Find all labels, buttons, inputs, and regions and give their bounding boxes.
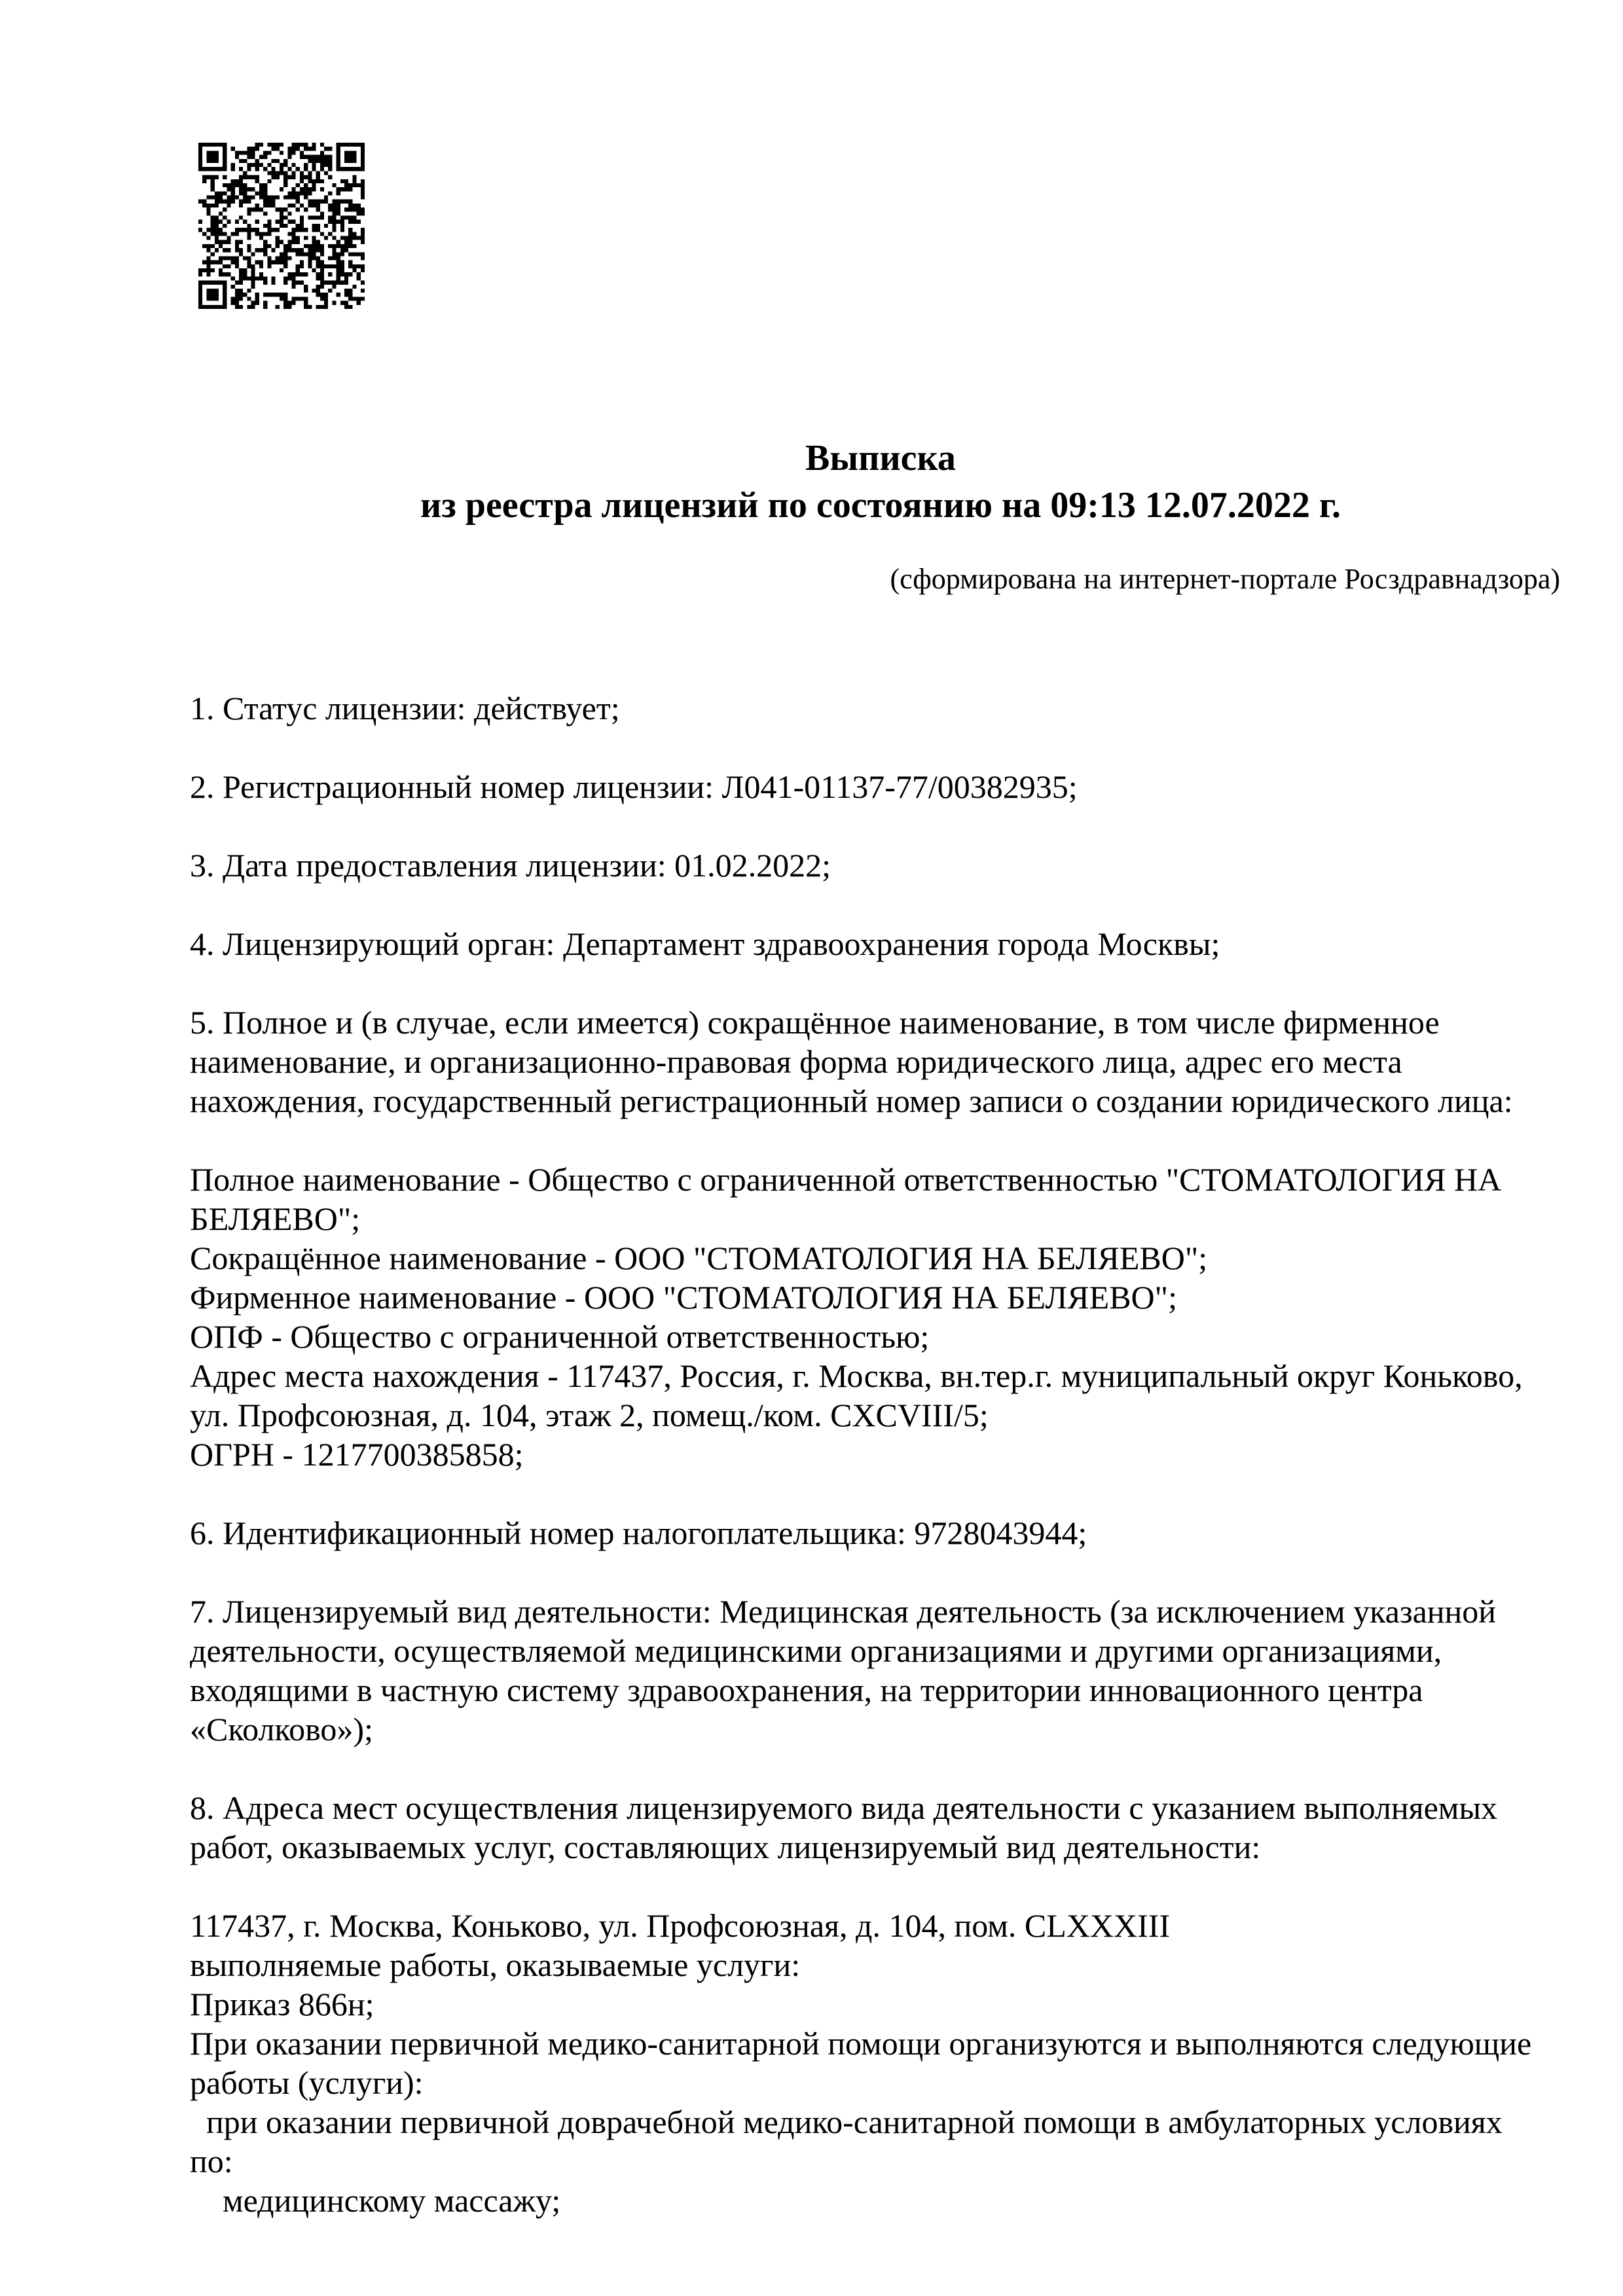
qr-code [198,143,365,309]
title-line-2: из реестра лицензий по состоянию на 09:13 12.07.2022 г. [420,485,1341,526]
document-subtitle: (сформирована на интернет-портале Росздравнадзора) [890,563,1560,595]
text-line: входящими в частную систему здравоохранения, на территории инновационного центра [190,1672,1423,1708]
text-line: работ, оказываемых услуг, составляющих лицензируемый вид деятельности: [190,1829,1261,1865]
paragraph [190,1592,1571,1749]
text-line: Адрес места нахождения - 117437, Россия, г. Москва, вн.тер.г. муниципальный округ Коньково, [190,1357,1523,1394]
text-line: при оказании первичной доврачебной медико-санитарной помощи в амбулаторных условиях [190,2104,1503,2140]
paragraph [190,846,1571,885]
text-line: по: [190,2143,233,2179]
paragraph [190,1513,1571,1552]
text-line: медицинскому массажу; [190,2182,561,2219]
paragraph [190,1906,1571,2220]
text-line: нахождения, государственный регистрационный номер записи о создании юридического лица: [190,1083,1513,1119]
text-line: «Сколково»); [190,1711,373,1748]
text-line: деятельности, осуществляемой медицинскими организациями и другими организациями, [190,1632,1442,1669]
text-line: При оказании первичной медико-санитарной помощи организуются и выполняются следующие [190,2025,1532,2062]
text-line: работы (услуги): [190,2064,424,2101]
text-line: ОПФ - Общество с ограниченной ответственностью; [190,1318,930,1355]
text-line: наименование, и организационно-правовая форма юридического лица, адрес его места [190,1043,1402,1080]
text-line: Фирменное наименование - ООО "СТОМАТОЛОГИЯ НА БЕЛЯЕВО"; [190,1279,1177,1316]
text-line: Приказ 866н; [190,1986,374,2022]
text-line: 1. Статус лицензии: действует; [190,690,620,726]
paragraph [190,689,1571,728]
paragraph [190,767,1571,806]
paragraph [190,1788,1571,1867]
text-line: выполняемые работы, оказываемые услуги: [190,1946,801,1983]
text-line: 117437, г. Москва, Коньково, ул. Профсоюзная, д. 104, пом. CLXXXIII [190,1907,1171,1944]
text-line: Сокращённое наименование - ООО "СТОМАТОЛОГИЯ НА БЕЛЯЕВО"; [190,1240,1208,1276]
text-line: 3. Дата предоставления лицензии: 01.02.2022; [190,847,831,884]
text-line: 6. Идентификационный номер налогоплательщика: 9728043944; [190,1515,1087,1551]
title-line-1: Выписка [805,438,956,478]
text-line: 7. Лицензируемый вид деятельности: Медицинская деятельность (за исключением указанной [190,1593,1497,1630]
text-line: ОГРН - 1217700385858; [190,1436,524,1473]
text-line: ул. Профсоюзная, д. 104, этаж 2, помещ./ком. CXCVIII/5; [190,1397,989,1433]
text-line: 4. Лицензирующий орган: Департамент здравоохранения города Москвы; [190,925,1220,962]
text-line: Полное наименование - Общество с ограниченной ответственностью "СТОМАТОЛОГИЯ НА [190,1161,1502,1198]
text-line: 5. Полное и (в случае, если имеется) сокращённое наименование, в том числе фирменное [190,1004,1440,1041]
document-title [190,435,1571,529]
text-line: 8. Адреса мест осуществления лицензируемого вида деятельности с указанием выполняемых [190,1789,1498,1826]
document-body [190,689,1571,2259]
text-line: БЕЛЯЕВО"; [190,1200,361,1237]
paragraph [190,1003,1571,1121]
text-line: 2. Регистрационный номер лицензии: Л041-01137-77/00382935; [190,768,1078,805]
paragraph [190,924,1571,963]
paragraph [190,1160,1571,1474]
